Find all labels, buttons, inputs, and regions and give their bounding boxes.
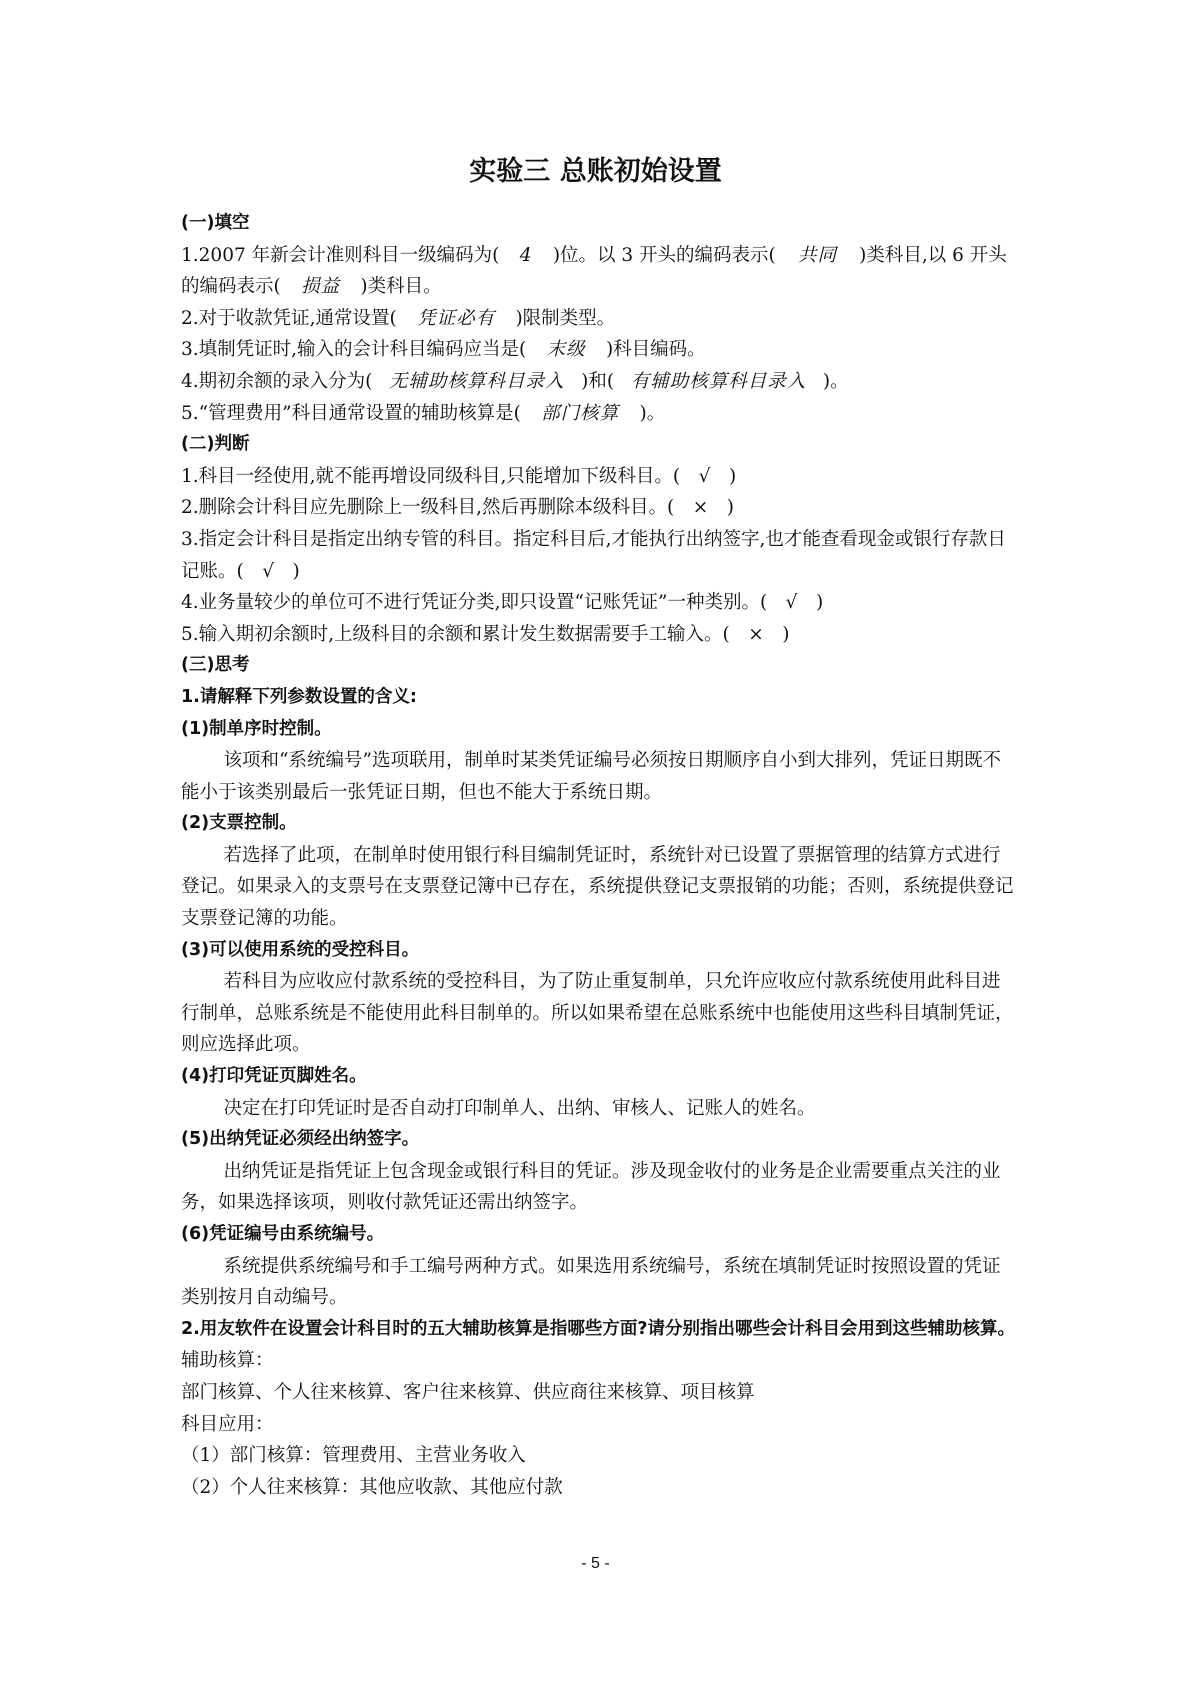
param-heading: (5)出纳凭证必须经出纳签字。 [181,1129,420,1150]
aux-label: 辅助核算： [181,1350,274,1372]
param-heading: (1)制单序时控制。 [181,718,332,739]
answer: 共同 [797,244,837,266]
answer: 凭证必有 [417,307,496,329]
param-heading: (6)凭证编号由系统编号。 [181,1224,385,1244]
fill-question-4: 4.期初余额的录入分为( 无辅助核算科目录入 )和( 有辅助核算科目录入 )。 [181,370,849,392]
fill-question-1: 1.2007 年新会计准则科目一级编码为( 4 )位。以 3 开头的编码表示( 共同 )类科目,以 6 开头的编码表示( 损益 )类科目。 [181,244,1007,298]
answer: 4 [519,244,533,266]
fill-question-5: 5.“管理费用”科目通常设置的辅助核算是( 部门核算 )。 [181,402,666,424]
judge-question-2: 2.删除会计科目应先删除上一级科目,然后再删除本级科目。( × ) [181,497,734,519]
answer: 末级 [546,339,586,361]
answer-mark: √ [785,592,798,614]
page-number: - 5 - [581,1555,610,1572]
param-explanation: 出纳凭证是指凭证上包含现金或银行科目的凭证。涉及现金收付的业务是企业需要重点关注的业务，如果选择该项，则收付款凭证还需出纳签字。 [181,1160,1001,1214]
answer: 无辅助核算科目录入 [389,370,565,392]
page-title: 实验三 总账初始设置 [469,156,722,187]
param-heading: (4)打印凭证页脚姓名。 [181,1066,367,1087]
aux-list: 部门核算、个人往来核算、客户往来核算、供应商往来核算、项目核算 [181,1381,755,1403]
thinking-question-1: 1.请解释下列参数设置的含义: [181,686,417,707]
page-content [181,208,1016,1503]
thinking-question-2: 2.用友软件在设置会计科目时的五大辅助核算是指哪些方面?请分别指出哪些会计科目会用到这些辅助核算。 [181,1318,1015,1339]
section-heading-thinking: (三)思考 [181,655,250,676]
answer-mark: √ [698,465,711,487]
answer-mark: × [692,497,709,519]
answer-mark: √ [262,560,275,582]
app-item: （2）个人往来核算：其他应收款、其他应付款 [181,1476,563,1498]
param-explanation: 决定在打印凭证时是否自动打印制单人、出纳、审核人、记账人的姓名。 [223,1097,816,1119]
judge-question-5: 5.输入期初余额时,上级科目的余额和累计发生数据需要手工输入。( × ) [181,623,790,645]
answer: 有辅助核算科目录入 [630,370,807,392]
app-item: （1）部门核算：管理费用、主营业务收入 [181,1445,526,1467]
judge-question-4: 4.业务量较少的单位可不进行凭证分类,即只设置“记账凭证”一种类别。( √ ) [181,592,824,614]
fill-question-2: 2.对于收款凭证,通常设置( 凭证必有 )限制类型。 [181,307,616,329]
param-heading: (3)可以使用系统的受控科目。 [181,939,420,960]
answer-mark: × [748,623,764,645]
judge-question-1: 1.科目一经使用,就不能再增设同级科目,只能增加下级科目。( √ ) [181,465,737,487]
app-label: 科目应用： [181,1413,274,1435]
param-heading: (2)支票控制。 [181,813,297,834]
param-explanation: 系统提供系统编号和手工编号两种方式。如果选用系统编号，系统在填制凭证时按照设置的凭证类别按月自动编号。 [181,1255,1001,1309]
answer: 部门核算 [541,402,620,424]
answer: 损益 [301,276,341,298]
fill-question-3: 3.填制凭证时,输入的会计科目编码应当是( 末级 )科目编码。 [181,339,706,361]
param-explanation: 该项和“系统编号”选项联用，制单时某类凭证编号必须按日期顺序自小到大排列，凭证日期既不能小于该类别最后一张凭证日期，但也不能大于系统日期。 [181,750,1001,803]
section-heading-fill-blank: (一)填空 [181,213,250,233]
section-heading-judgement: (二)判断 [181,434,250,455]
judge-question-3: 3.指定会计科目是指定出纳专管的科目。指定科目后,才能执行出纳签字,也才能查看现金或银行存款日记账。( √ ) [181,528,1006,582]
param-explanation: 若科目为应收应付款系统的受控科目，为了防止重复制单，只允许应收应付款系统使用此科目进行制单，总账系统是不能使用此科目制单的。所以如果希望在总账系统中也能使用这些科目填制凭证，则应选择此项。 [181,971,1014,1056]
param-explanation: 若选择了此项，在制单时使用银行科目编制凭证时，系统针对已设置了票据管理的结算方式进行登记。如果录入的支票号在支票登记簿中已存在，系统提供登记支票报销的功能；否则，系统提供登记支票登记簿的功能。 [181,844,1014,930]
